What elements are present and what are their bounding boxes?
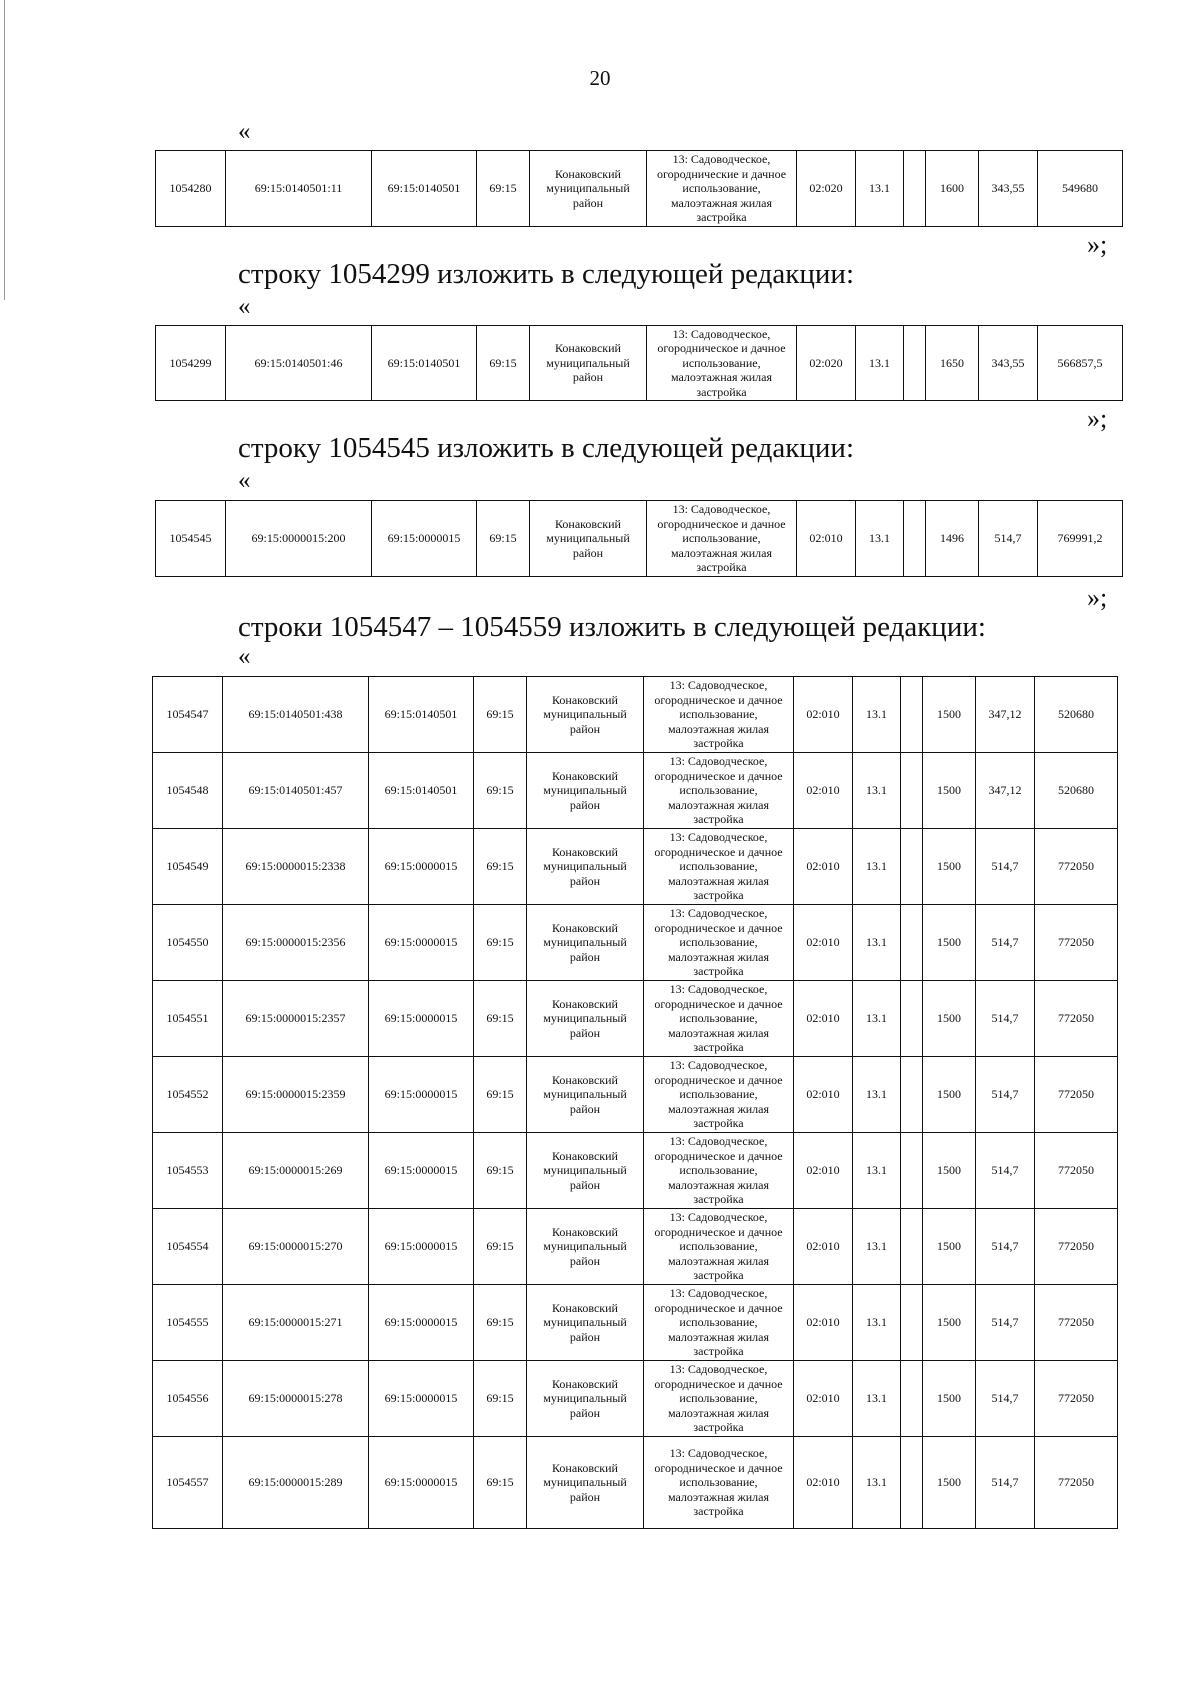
empty-cell: [901, 1361, 923, 1437]
record-table: [155, 325, 1123, 401]
land-use: 13: Садоводческое, огородническое и дачное использование, малоэтажная жилая застройка: [647, 326, 797, 401]
empty-cell: [904, 501, 926, 577]
group-code: 13.1: [853, 677, 901, 753]
group-code: 13.1: [853, 1361, 901, 1437]
table-row: [153, 829, 1118, 905]
row-number: 1054280: [156, 151, 226, 227]
cadastral-value: 772050: [1035, 1361, 1118, 1437]
table-row: [153, 905, 1118, 981]
cadastral-number: 69:15:0000015:2338: [223, 829, 369, 905]
group-code: 13.1: [853, 1209, 901, 1285]
record-table: [155, 500, 1123, 577]
municipality: Конаковский муниципальный район: [527, 1361, 644, 1437]
land-use: 13: Садоводческое, огородническое и дачное использование, малоэтажная жилая застройка: [644, 1361, 794, 1437]
municipality: Конаковский муниципальный район: [530, 501, 647, 577]
zone-code: 02:010: [794, 677, 853, 753]
page-number: 20: [589, 66, 611, 90]
zone-code: 02:010: [794, 1437, 853, 1529]
municipality: Конаковский муниципальный район: [527, 1133, 644, 1209]
municipality: Конаковский муниципальный район: [530, 151, 647, 227]
cadastral-value: 520680: [1035, 677, 1118, 753]
cadastral-value: 772050: [1035, 1285, 1118, 1361]
cadastral-block: 69:15:0000015: [369, 1361, 474, 1437]
land-use: 13: Садоводческое, огородническое и дачное использование, малоэтажная жилая застройка: [644, 1285, 794, 1361]
group-code: 13.1: [853, 829, 901, 905]
row-number: 1054556: [153, 1361, 223, 1437]
specific-value: 343,55: [979, 326, 1038, 401]
empty-cell: [901, 981, 923, 1057]
cadastral-number: 69:15:0140501:11: [226, 151, 372, 227]
cadastral-value: 566857,5: [1038, 326, 1123, 401]
group-code: 13.1: [853, 1285, 901, 1361]
municipality: Конаковский муниципальный район: [527, 677, 644, 753]
section-heading: строку 1054299 изложить в следующей редакции:: [238, 258, 854, 290]
specific-value: 514,7: [976, 1057, 1035, 1133]
municipality: Конаковский муниципальный район: [527, 753, 644, 829]
row-number: 1054553: [153, 1133, 223, 1209]
open-quote: «: [238, 467, 251, 494]
cadastral-block: 69:15:0000015: [369, 981, 474, 1057]
land-use: 13: Садоводческое, огородническое и дачное использование, малоэтажная жилая застройка: [644, 1057, 794, 1133]
cadastral-block: 69:15:0000015: [369, 829, 474, 905]
land-use: 13: Садоводческое, огородническое и дачное использование, малоэтажная жилая застройка: [644, 905, 794, 981]
cadastral-value: 549680: [1038, 151, 1123, 227]
scan-edge-mark: [4, 0, 5, 300]
specific-value: 514,7: [976, 1133, 1035, 1209]
land-use: 13: Садоводческое, огородническое и дачное использование, малоэтажная жилая застройка: [644, 753, 794, 829]
area: 1650: [926, 326, 979, 401]
zone-code: 02:020: [797, 151, 856, 227]
table-row: [153, 1437, 1118, 1529]
row-number: 1054552: [153, 1057, 223, 1133]
area: 1500: [923, 981, 976, 1057]
district-code: 69:15: [474, 677, 527, 753]
table-row: [153, 1133, 1118, 1209]
municipality: Конаковский муниципальный район: [527, 981, 644, 1057]
district-code: 69:15: [474, 1437, 527, 1529]
cadastral-number: 69:15:0000015:278: [223, 1361, 369, 1437]
area: 1500: [923, 1285, 976, 1361]
table-row: [153, 981, 1118, 1057]
zone-code: 02:010: [794, 1209, 853, 1285]
specific-value: 514,7: [976, 981, 1035, 1057]
area: 1500: [923, 753, 976, 829]
cadastral-value: 772050: [1035, 829, 1118, 905]
specific-value: 514,7: [979, 501, 1038, 577]
row-number: 1054555: [153, 1285, 223, 1361]
specific-value: 514,7: [976, 1209, 1035, 1285]
empty-cell: [901, 1285, 923, 1361]
cadastral-number: 69:15:0000015:271: [223, 1285, 369, 1361]
zone-code: 02:010: [794, 1361, 853, 1437]
area: 1500: [923, 1057, 976, 1133]
municipality: Конаковский муниципальный район: [527, 1437, 644, 1529]
cadastral-number: 69:15:0000015:2356: [223, 905, 369, 981]
group-code: 13.1: [853, 981, 901, 1057]
group-code: 13.1: [856, 501, 904, 577]
row-number: 1054547: [153, 677, 223, 753]
land-use: 13: Садоводческое, огородническое и дачное использование, малоэтажная жилая застройка: [644, 829, 794, 905]
land-use: 13: Садоводческое, огородническое и дачное использование, малоэтажная жилая застройка: [644, 1209, 794, 1285]
cadastral-number: 69:15:0140501:457: [223, 753, 369, 829]
municipality: Конаковский муниципальный район: [527, 829, 644, 905]
empty-cell: [904, 326, 926, 401]
cadastral-value: 772050: [1035, 1209, 1118, 1285]
district-code: 69:15: [474, 1057, 527, 1133]
cadastral-number: 69:15:0000015:2357: [223, 981, 369, 1057]
close-quote: »;: [1087, 583, 1108, 612]
open-quote: «: [238, 643, 251, 670]
cadastral-value: 772050: [1035, 905, 1118, 981]
area: 1500: [923, 1361, 976, 1437]
section-heading: строки 1054547 – 1054559 изложить в следующей редакции:: [238, 611, 986, 643]
land-use: 13: Садоводческое, огороднические и дачное использование, малоэтажная жилая застройка: [647, 151, 797, 227]
district-code: 69:15: [474, 1285, 527, 1361]
land-use: 13: Садоводческое, огородническое и дачное использование, малоэтажная жилая застройка: [644, 1133, 794, 1209]
cadastral-number: 69:15:0140501:438: [223, 677, 369, 753]
area: 1500: [923, 905, 976, 981]
cadastral-value: 772050: [1035, 1133, 1118, 1209]
specific-value: 514,7: [976, 829, 1035, 905]
empty-cell: [901, 1133, 923, 1209]
cadastral-block: 69:15:0000015: [369, 1437, 474, 1529]
group-code: 13.1: [853, 1057, 901, 1133]
cadastral-number: 69:15:0140501:46: [226, 326, 372, 401]
row-number: 1054557: [153, 1437, 223, 1529]
cadastral-block: 69:15:0140501: [372, 326, 477, 401]
area: 1500: [923, 829, 976, 905]
section-heading: строку 1054545 изложить в следующей редакции:: [238, 432, 854, 464]
cadastral-value: 772050: [1035, 981, 1118, 1057]
group-code: 13.1: [853, 753, 901, 829]
empty-cell: [901, 753, 923, 829]
table-row: [156, 151, 1123, 227]
cadastral-block: 69:15:0000015: [369, 905, 474, 981]
open-quote: «: [238, 293, 251, 320]
zone-code: 02:010: [797, 501, 856, 577]
empty-cell: [901, 905, 923, 981]
district-code: 69:15: [477, 151, 530, 227]
row-number: 1054550: [153, 905, 223, 981]
zone-code: 02:010: [794, 829, 853, 905]
row-number: 1054545: [156, 501, 226, 577]
cadastral-number: 69:15:0000015:269: [223, 1133, 369, 1209]
empty-cell: [901, 829, 923, 905]
zone-code: 02:010: [794, 981, 853, 1057]
empty-cell: [904, 151, 926, 227]
group-code: 13.1: [853, 1133, 901, 1209]
municipality: Конаковский муниципальный район: [527, 1209, 644, 1285]
land-use: 13: Садоводческое, огородническое и дачное использование, малоэтажная жилая застройка: [644, 677, 794, 753]
zone-code: 02:020: [797, 326, 856, 401]
cadastral-block: 69:15:0000015: [369, 1133, 474, 1209]
land-use: 13: Садоводческое, огородническое и дачное использование, малоэтажная жилая застройка: [644, 981, 794, 1057]
district-code: 69:15: [474, 753, 527, 829]
area: 1496: [926, 501, 979, 577]
district-code: 69:15: [474, 905, 527, 981]
group-code: 13.1: [853, 905, 901, 981]
specific-value: 514,7: [976, 905, 1035, 981]
record-table: [152, 676, 1118, 1529]
cadastral-block: 69:15:0000015: [372, 501, 477, 577]
cadastral-block: 69:15:0000015: [369, 1057, 474, 1133]
land-use: 13: Садоводческое, огородническое и дачное использование, малоэтажная жилая застройка: [647, 501, 797, 577]
empty-cell: [901, 1057, 923, 1133]
cadastral-value: 772050: [1035, 1057, 1118, 1133]
table-row: [156, 501, 1123, 577]
specific-value: 514,7: [976, 1437, 1035, 1529]
specific-value: 343,55: [979, 151, 1038, 227]
close-quote: »;: [1087, 404, 1108, 433]
table-row: [153, 1361, 1118, 1437]
area: 1500: [923, 677, 976, 753]
cadastral-number: 69:15:0000015:289: [223, 1437, 369, 1529]
row-number: 1054554: [153, 1209, 223, 1285]
area: 1600: [926, 151, 979, 227]
district-code: 69:15: [474, 829, 527, 905]
district-code: 69:15: [474, 981, 527, 1057]
open-quote: «: [238, 118, 251, 145]
cadastral-number: 69:15:0000015:270: [223, 1209, 369, 1285]
cadastral-block: 69:15:0140501: [369, 677, 474, 753]
district-code: 69:15: [477, 326, 530, 401]
group-code: 13.1: [856, 151, 904, 227]
zone-code: 02:010: [794, 1133, 853, 1209]
cadastral-block: 69:15:0000015: [369, 1209, 474, 1285]
district-code: 69:15: [477, 501, 530, 577]
group-code: 13.1: [853, 1437, 901, 1529]
municipality: Конаковский муниципальный район: [527, 905, 644, 981]
row-number: 1054548: [153, 753, 223, 829]
area: 1500: [923, 1209, 976, 1285]
area: 1500: [923, 1133, 976, 1209]
row-number: 1054299: [156, 326, 226, 401]
row-number: 1054551: [153, 981, 223, 1057]
specific-value: 347,12: [976, 677, 1035, 753]
land-use: 13: Садоводческое, огородническое и дачное использование, малоэтажная жилая застройка: [644, 1437, 794, 1529]
cadastral-block: 69:15:0000015: [369, 1285, 474, 1361]
zone-code: 02:010: [794, 1057, 853, 1133]
area: 1500: [923, 1437, 976, 1529]
cadastral-value: 520680: [1035, 753, 1118, 829]
district-code: 69:15: [474, 1361, 527, 1437]
cadastral-value: 769991,2: [1038, 501, 1123, 577]
municipality: Конаковский муниципальный район: [527, 1057, 644, 1133]
table-row: [153, 1057, 1118, 1133]
table-row: [153, 1209, 1118, 1285]
cadastral-value: 772050: [1035, 1437, 1118, 1529]
municipality: Конаковский муниципальный район: [527, 1285, 644, 1361]
cadastral-block: 69:15:0140501: [372, 151, 477, 227]
table-row: [153, 677, 1118, 753]
row-number: 1054549: [153, 829, 223, 905]
close-quote: »;: [1087, 230, 1108, 259]
zone-code: 02:010: [794, 1285, 853, 1361]
cadastral-number: 69:15:0000015:2359: [223, 1057, 369, 1133]
district-code: 69:15: [474, 1209, 527, 1285]
zone-code: 02:010: [794, 905, 853, 981]
table-row: [153, 1285, 1118, 1361]
municipality: Конаковский муниципальный район: [530, 326, 647, 401]
record-table: [155, 150, 1123, 227]
table-row: [153, 753, 1118, 829]
zone-code: 02:010: [794, 753, 853, 829]
empty-cell: [901, 677, 923, 753]
specific-value: 514,7: [976, 1285, 1035, 1361]
empty-cell: [901, 1209, 923, 1285]
cadastral-number: 69:15:0000015:200: [226, 501, 372, 577]
specific-value: 347,12: [976, 753, 1035, 829]
empty-cell: [901, 1437, 923, 1529]
specific-value: 514,7: [976, 1361, 1035, 1437]
district-code: 69:15: [474, 1133, 527, 1209]
table-row: [156, 326, 1123, 401]
group-code: 13.1: [856, 326, 904, 401]
cadastral-block: 69:15:0140501: [369, 753, 474, 829]
